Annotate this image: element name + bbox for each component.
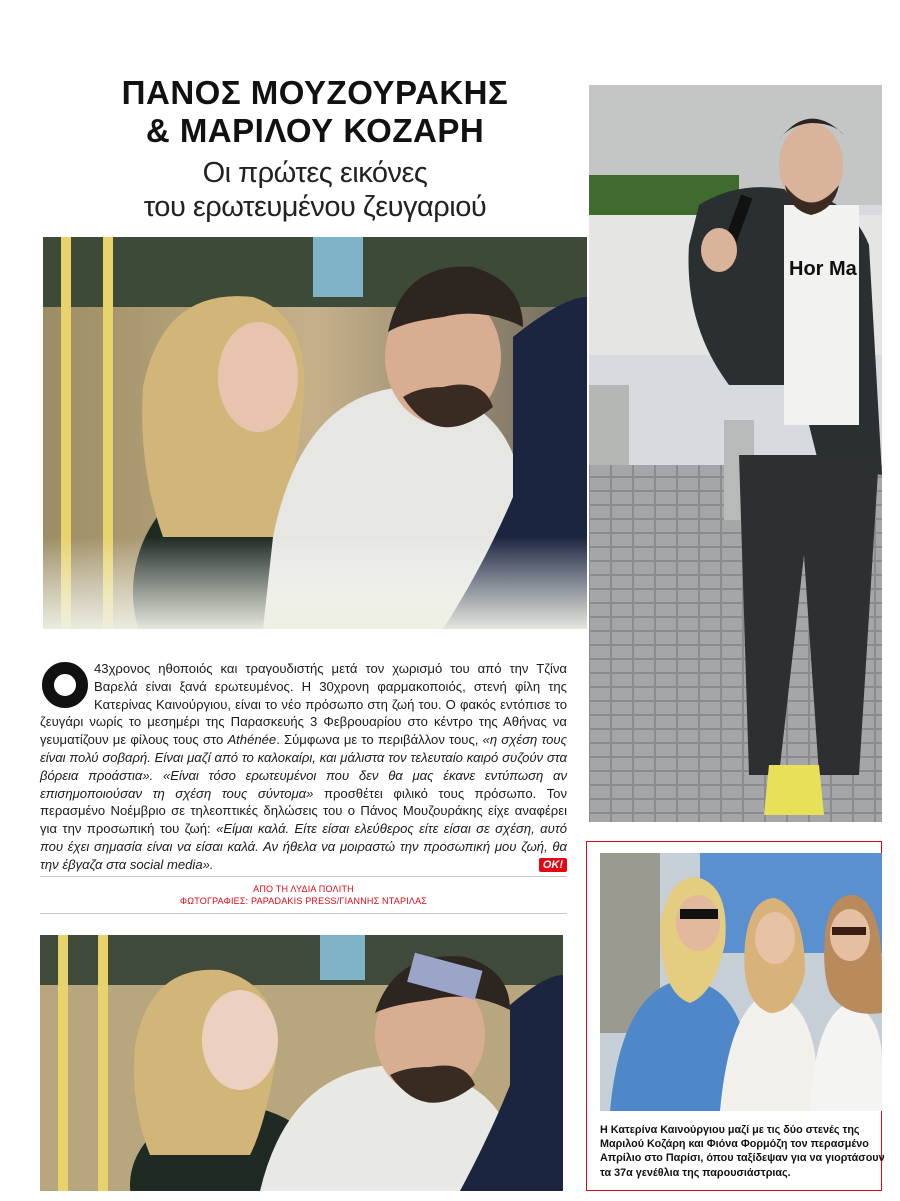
headline-title-line1: ΠΑΝΟΣ ΜΟΥΖΟΥΡΑΚΗΣ: [121, 74, 509, 111]
photo-couple-cafe-2: [40, 935, 563, 1191]
article-para3: προσθέτει φιλικό τους πρόσωπο. Τον περασμένο Νοέμβριο σε τηλεοπτικές δηλώσεις του ο Πάνος Μουζουράκης είχε αναφέρει για την προσωπική του ζωή:: [40, 785, 567, 837]
headline-block: [40, 74, 590, 224]
credits-photos: ΦΩΤΟΓΡΑΦΙΕΣ: PAPADAKIS PRESS/ΓΙΑΝΝΗΣ ΝΤΑΡΙΛΑΣ: [179, 896, 428, 906]
headline-title-line2: & ΜΑΡΙΛΟΥ ΚΟΖΑΡΗ: [145, 112, 485, 149]
photo-man-walking: [589, 85, 882, 822]
headline-subtitle-line1: Οι πρώτες εικόνες: [202, 157, 428, 189]
article-para1: 43χρονος ηθοποιός και τραγουδιστής μετά τον χωρισμό του από την Τζίνα Βαρελά είναι ξανά ερωτευμένος. Η 30χρονη φαρμακοποιός, στενή φίλη της Κατερίνας Καινούργιου, είναι το νέο πρόσωπο στη ζωή του. Ο φακός εντόπισε το ζευγάρι νωρίς το μεσημέρι της Παρασκευής 3 Φεβρουαρίου στο κέντρο της Αθήνας να γευματίζουν με φίλους τους στο: [40, 661, 567, 748]
credits-block: [40, 876, 567, 914]
headline-subtitle-line2: του ερωτευμένου ζευγαριού: [143, 191, 487, 223]
article-quote2: «Είμαι καλά. Είτε είσαι ελεύθερος είτε είσαι σε σχέση, αυτό που έχει σημασία είναι να είσαι καλά. Αν ήθελα να μοιραστώ την προσωπική μου ζωή, θα την έβγαζα στα social media».: [40, 821, 567, 872]
article-body: [40, 660, 567, 874]
photo-three-women: [600, 853, 882, 1111]
photo-caption: Η Κατερίνα Καινούργιου μαζί με τις δύο στενές της Μαριλού Κοζάρη και Φιόνα Φορμόζη τον περασμένο Απρίλιο στο Παρίσι, όπου ταξίδεψαν για να γιορτάσουν τα 37α γενέθλια της παρουσιάστριας.: [600, 1124, 885, 1179]
ok-badge: OK!: [539, 858, 567, 872]
credits-author: ΑΠΟ ΤΗ ΛΥΔΙΑ ΠΟΛΙΤΗ: [253, 884, 354, 894]
photo-couple-cafe: [43, 237, 587, 629]
shirt-text: Hor Ma: [789, 258, 857, 280]
article-venue: Athénée: [227, 732, 277, 748]
article-para2: . Σύμφωνα με το περιβάλλον τους,: [276, 732, 479, 748]
article-quote1: «η σχέση τους είναι πολύ σοβαρή. Είναι μαζί από το καλοκαίρι, και μάλιστα τον τελευταίο καιρό συζούν στα βόρεια προάστια». «Είναι τόσο ερωτευμένοι που δεν θα μας έκανε εντύπωση αν επισημοποιούσαν τη σχέση τους σύντομα»: [40, 732, 568, 801]
dropcap-letter: [42, 662, 88, 708]
